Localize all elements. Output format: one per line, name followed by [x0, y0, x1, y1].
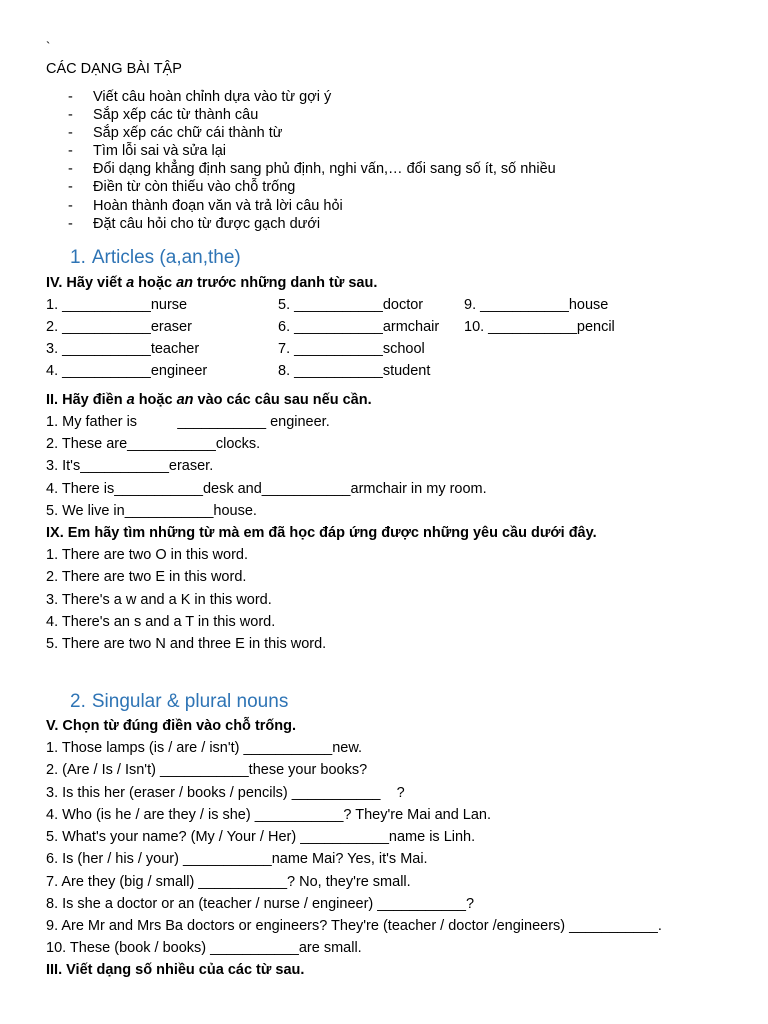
list-item: 3. There's a w and a K in this word.	[46, 592, 272, 608]
section-heading-articles: 1. Articles (a,an,the)	[70, 247, 241, 268]
list-item: 4. Who (is he / are they / is she) ___________? They're Mai and Lan.	[46, 807, 492, 823]
list-item: 6. Is (her / his / your) ___________name Mai? Yes, it's Mai.	[46, 851, 428, 867]
list-item: 1. There are two O in this word.	[46, 547, 249, 563]
list-item: - Đặt câu hỏi cho từ được gạch dưới	[68, 215, 321, 232]
table-row: 2. ___________eraser	[46, 319, 192, 335]
list-item: 1. Those lamps (is / are / isn't) ___________new.	[46, 740, 363, 756]
list-item: - Sắp xếp các từ thành câu	[68, 107, 259, 124]
table-row: 9. ___________house	[464, 297, 609, 313]
exercise-ii-heading: II. Hãy điền a hoặc an vào các câu sau nếu cần.	[46, 392, 372, 408]
section-heading-singular-plural: 2. Singular & plural nouns	[70, 691, 289, 712]
exercise-iii-heading: III. Viết dạng số nhiều của các từ sau.	[46, 962, 305, 978]
list-item: 9. Are Mr and Mrs Ba doctors or engineers? They're (teacher / doctor /engineers) ___________.	[46, 918, 662, 934]
table-row: 10. ___________pencil	[464, 319, 615, 335]
exercise-iv-heading: IV. Hãy viết a hoặc an trước những danh từ sau.	[46, 275, 378, 291]
list-item: - Đổi dạng khẳng định sang phủ định, nghi vấn,… đổi sang số ít, số nhiều	[68, 161, 556, 178]
list-item: 5. What's your name? (My / Your / Her) ___________name is Linh.	[46, 829, 476, 845]
list-item: 1. My father is ___________ engineer.	[46, 414, 330, 430]
table-row: 3. ___________teacher	[46, 341, 200, 357]
list-item: 3. It's___________eraser.	[46, 458, 214, 474]
table-row: 8. ___________student	[278, 363, 431, 379]
list-item: 3. Is this her (eraser / books / pencils) ___________ ?	[46, 785, 405, 801]
page-title: CÁC DẠNG BÀI TẬP	[46, 61, 182, 77]
list-item: 5. There are two N and three E in this word.	[46, 636, 327, 652]
table-row: 4. ___________engineer	[46, 363, 208, 379]
table-row: 7. ___________school	[278, 341, 425, 357]
list-item: 2. (Are / Is / Isn't) ___________these your books?	[46, 762, 368, 778]
list-item: - Viết câu hoàn chỉnh dựa vào từ gợi ý	[68, 89, 332, 105]
list-item: 4. There's an s and a T in this word.	[46, 614, 276, 630]
list-item: - Sắp xếp các chữ cái thành từ	[68, 125, 283, 142]
list-item: 2. There are two E in this word.	[46, 569, 247, 585]
table-row: 6. ___________armchair	[278, 319, 440, 335]
top-mark: `	[46, 39, 51, 54]
table-row: 1. ___________nurse	[46, 297, 188, 313]
list-item: 7. Are they (big / small) ___________? No, they're small.	[46, 874, 411, 890]
exercise-ix-heading: IX. Em hãy tìm những từ mà em đã học đáp ứng được những yêu cầu dưới đây.	[46, 525, 597, 541]
exercise-type-list	[68, 88, 556, 233]
list-item: 4. There is___________desk and___________armchair in my room.	[46, 481, 487, 497]
table-row: 5. ___________doctor	[278, 297, 424, 313]
list-item: - Tìm lỗi sai và sửa lại	[68, 143, 226, 160]
list-item: 5. We live in___________house.	[46, 503, 257, 519]
list-item: - Hoàn thành đoạn văn và trả lời câu hỏi	[68, 197, 343, 214]
list-item: 2. These are___________clocks.	[46, 436, 261, 452]
list-item: 8. Is she a doctor or an (teacher / nurse / engineer) ___________?	[46, 896, 475, 912]
list-item: - Điền từ còn thiếu vào chỗ trống	[68, 179, 296, 196]
exercise-v-heading: V. Chọn từ đúng điền vào chỗ trống.	[46, 718, 297, 734]
list-item: 10. These (book / books) ___________are small.	[46, 940, 362, 956]
